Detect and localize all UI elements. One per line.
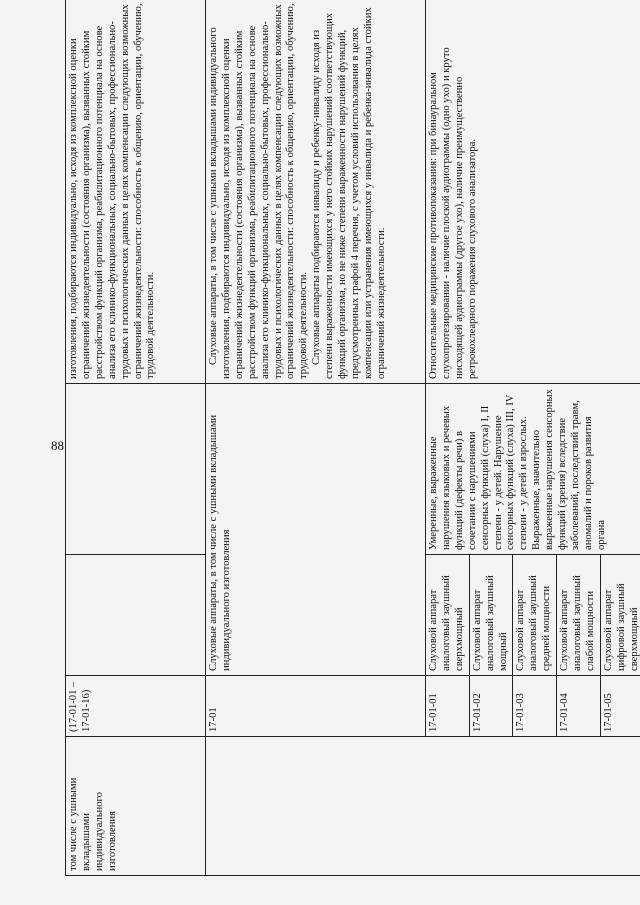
group-code-cell: 17-01 bbox=[206, 676, 426, 737]
contraindications-cell: Относительные медицинские противопоказания: при бинауральном слухопротезировании - наличие плоской аудиограммы (одно ухо) и круто нисходящей аудиограммы (другое ухо), наличие преимущественно ретрокохлеарного поражения слухового анализатора. bbox=[426, 0, 640, 384]
item-code: 17-01-05 bbox=[600, 676, 640, 737]
item-name: Слуховой аппарат аналоговый заушный сверхмощный bbox=[426, 555, 470, 676]
item-name: Слуховой аппарат аналоговый заушный средней мощности bbox=[513, 555, 557, 676]
item-name: Слуховой аппарат аналоговый заушный слабой мощности bbox=[557, 555, 601, 676]
table-row-group bbox=[206, 0, 426, 876]
empty-cell bbox=[206, 737, 640, 876]
category-cell: том числе с ушными вкладышами индивидуального изготовления bbox=[66, 737, 206, 876]
item-name: Слуховой аппарат цифровой заушный сверхмощный bbox=[600, 555, 640, 676]
disorders-cell: Умеренные, выраженные нарушения языковых и речевых функций (дефекты речи) в сочетании с нарушениями сенсорных функций (слуха) I, II степени - у детей. Нарушение сенсорных функций (слуха) III, IV степени - у детей и взрослых. Выраженные, значительно выраженные нарушения сенсорных функций (зрения) вследствие заболеваний, последствий травм, аномалий и пороков развития органа bbox=[426, 384, 640, 555]
code-range-cell: (17-01-01 – 17-01-16) bbox=[66, 676, 206, 737]
table-row-continuation bbox=[66, 0, 206, 876]
group-name-cell: Слуховые аппараты, в том числе с ушными вкладышами индивидуального изготовления bbox=[206, 384, 426, 676]
devices-table bbox=[65, 0, 640, 876]
rotated-table-container bbox=[65, 3, 640, 876]
item-code: 17-01-03 bbox=[513, 676, 557, 737]
empty-cell bbox=[66, 555, 206, 676]
item-code: 17-01-01 bbox=[426, 676, 470, 737]
group-indication-cell bbox=[206, 0, 426, 384]
group-indication-p1: Слуховые аппараты, в том числе с ушными вкладышами индивидуального изготовления, подбираются индивидуально, исходя из комплексной оценки ограничений жизнедеятельности (состояния организма), вызванных стойким расстройством функций организма, реабилитационного потенциала на основе анализа его клинико-функциональных, социально-бытовых, профессионально-трудовых и психологических данных в целях компенсации следующих возможных ограничений жизнедеятельности: способность к общению, ориентации, обучению, трудовой деятельности. bbox=[208, 3, 310, 379]
group-indication-p2: Слуховые аппараты подбираются инвалиду и ребенку-инвалиду исходя из степени выраженности имеющихся у него стойких нарушений соответствующих функций организма, но не ниже степени выраженности нарушений функций, предусмотренных графой 4 перечня, с учетом условий использования в целях компенсации или устранения имеющихся у инвалида и ребенка-инвалида стойких ограничений жизнедеятельности. bbox=[311, 7, 387, 379]
item-code: 17-01-04 bbox=[557, 676, 601, 737]
indication-cell: изготовления, подбираются индивидуально, исходя из комплексной оценки ограничений жизнедеятельности (состояния организма), вызванных стойким расстройством функций организма, реабилитационного потенциала на основе анализа его клинико-функциональных, социально-бытовых, профессионально-трудовых и психологических данных в целях компенсации следующих возможных ограничений жизнедеятельности: способность к общению, ориентации, обучению, трудовой деятельности. bbox=[66, 0, 206, 384]
page-number: 88 bbox=[51, 438, 64, 453]
item-code: 17-01-02 bbox=[469, 676, 513, 737]
item-name: Слуховой аппарат аналоговый заушный мощный bbox=[469, 555, 513, 676]
empty-cell bbox=[66, 384, 206, 555]
